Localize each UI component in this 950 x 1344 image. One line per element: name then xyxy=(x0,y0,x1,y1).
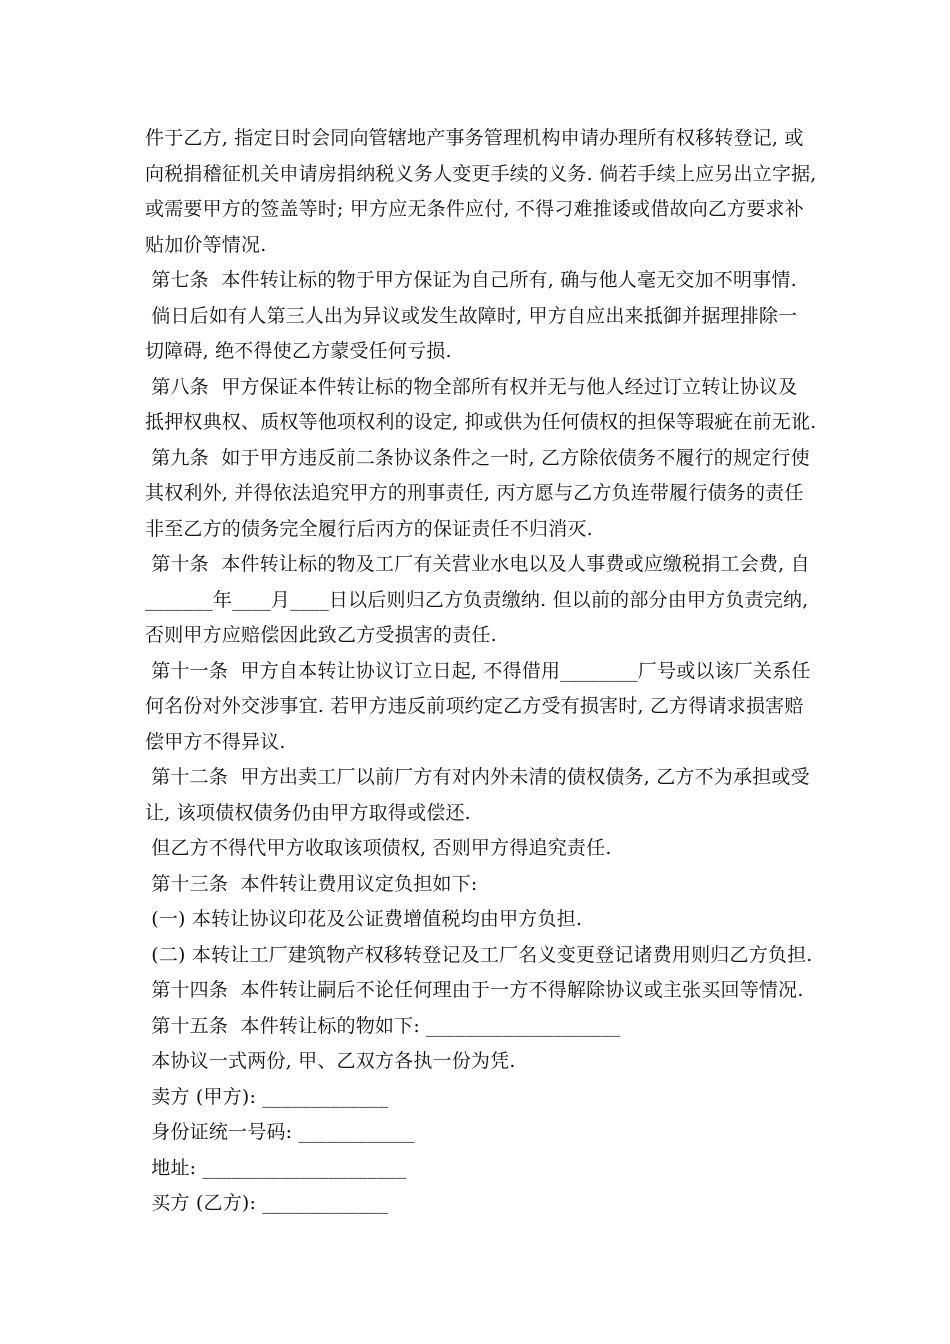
text-line: 贴加价等情况. xyxy=(145,233,267,256)
id-number-field: 身份证统一号码: ____________ xyxy=(145,1121,415,1143)
seller-field: 卖方 (甲方): _____________ xyxy=(145,1085,389,1108)
article-11-line: 第十一条 甲方自本转让协议订立日起, 不得借用________厂号或以该厂关系任 xyxy=(145,659,811,682)
article-9-line: 第九条 如于甲方违反前二条协议条件之一时, 乙方除依债务不履行的规定行使 xyxy=(145,446,810,469)
text-line: 让, 该项债权债务仍由甲方取得或偿还. xyxy=(145,801,471,824)
text-line: 切障碍, 绝不得使乙方蒙受任何亏损. xyxy=(145,340,452,362)
date-blank-line: _______年____月____日以后则归乙方负责缴纳. 但以前的部分由甲方负责完纳, xyxy=(145,588,809,611)
text-line: 倘日后如有人第三人出为异议或发生故障时, 甲方自应出来抵御并据理排除一 xyxy=(145,304,798,327)
text-line: 否则甲方应赔偿因此致乙方受损害的责任. xyxy=(145,624,497,646)
article-7-line: 第七条 本件转让标的物于甲方保证为自己所有, 确与他人毫无交加不明事情. xyxy=(145,269,797,291)
document-body xyxy=(145,121,825,1222)
article-15-line: 第十五条 本件转让标的物如下: ____________________ xyxy=(145,1014,621,1037)
text-line: 件于乙方, 指定日时会同向管辖地产事务管理机构申请办理所有权移转登记, 或 xyxy=(145,127,804,149)
article-8-line: 第八条 甲方保证本件转让标的物全部所有权并无与他人经过订立转让协议及 xyxy=(145,375,798,398)
text-line: 但乙方不得代甲方收取该项债权, 否则甲方得追究责任. xyxy=(145,837,612,859)
clause-2-line: (二) 本转让工厂建筑物产权移转登记及工厂名义变更登记诸费用则归乙方负担. xyxy=(145,943,813,966)
text-line: 向税捐稽征机关申请房捐纳税义务人变更手续的义务. 倘若手续上应另出立字据, xyxy=(145,162,817,185)
text-line: 或需要甲方的签盖等时; 甲方应无条件应付, 不得刁难推诿或借故向乙方要求补 xyxy=(145,198,804,220)
text-line: 抵押权典权、质权等他项权利的设定, 抑或供为任何债权的担保等瑕疵在前无讹. xyxy=(145,411,817,433)
article-14-line: 第十四条 本件转让嗣后不论任何理由于一方不得解除协议或主张买回等情况. xyxy=(145,979,804,1001)
text-line: 何名份对外交涉事宜. 若甲方违反前项约定乙方受有损害时, 乙方得请求损害赔 xyxy=(145,695,804,717)
clause-1-line: (一) 本转让协议印花及公证费增值税均由甲方负担. xyxy=(145,908,583,930)
text-line: 其权利外, 并得依法追究甲方的刑事责任, 丙方愿与乙方负连带履行债务的责任 xyxy=(145,482,804,504)
article-13-line: 第十三条 本件转让费用议定负担如下: xyxy=(145,872,478,895)
article-12-line: 第十二条 甲方出卖工厂以前厂方有对内外未清的债权债务, 乙方不为承担或受 xyxy=(145,766,810,788)
text-line: 非至乙方的债务完全履行后丙方的保证责任不归消灭. xyxy=(145,517,593,540)
buyer-field: 买方 (乙方): _____________ xyxy=(145,1192,389,1214)
article-10-line: 第十条 本件转让标的物及工厂有关营业水电以及人事费或应缴税捐工会费, 自 xyxy=(145,553,810,575)
copies-line: 本协议一式两份, 甲、乙双方各执一份为凭. xyxy=(145,1050,516,1072)
text-line: 偿甲方不得异议. xyxy=(145,730,286,753)
address-field: 地址: _____________________ xyxy=(145,1156,407,1179)
